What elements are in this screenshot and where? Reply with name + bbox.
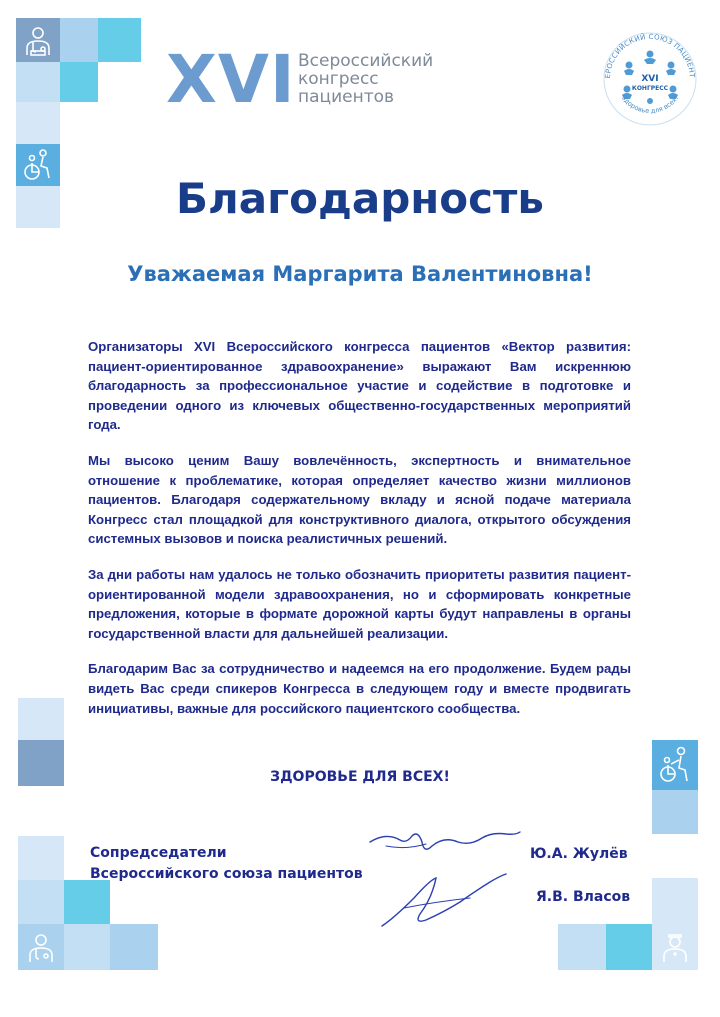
doctor-icon [16,18,60,62]
congress-name-line: Всероссийский [298,51,434,71]
slogan: ЗДОРОВЬЕ ДЛЯ ВСЕХ! [270,769,450,785]
signatory-title-line: Всероссийского союза пациентов [90,866,363,882]
congress-name-line: конгресс [298,69,379,89]
seal-bottom-text: Здоровье для всех! [619,94,681,116]
nurse-icon [652,924,698,970]
body-paragraph: Мы высоко ценим Вашу вовлечённость, экспертность и внимательное отношение к проблематике, которая определяет качество жизни миллионов пациентов. Благодаря содержательному вкладу и ясной подаче материала Конгресс стал площадкой для конструктивного диалога, открытого обсуждения системных вызовов и поиска реалистичных решений. [88,452,631,547]
doctor-icon-bottom [18,924,64,970]
signer-name: Ю.А. Жулёв [530,846,628,862]
document-title: Благодарность [176,174,544,223]
congress-seal-emblem [600,27,700,127]
handwritten-signature-2 [374,868,514,934]
seal-label: КОНГРЕСС [631,85,669,92]
signatory-title [90,843,363,885]
seal-ring-text: ЕРОССИЙСКИЙ СОЮЗ ПАЦИЕНТ [603,32,697,79]
body-paragraph: Организаторы XVI Всероссийского конгресса пациентов «Вектор развития: пациент-ориентированное здравоохранение» выражают Вам искреннюю благодарность за профессиональное участие и содействие в подготовке и проведении одного из ключевых общественно-государственных мероприятий года. [88,339,631,433]
signer-name: Я.В. Власов [536,889,631,905]
seal-numeral: XVI [641,74,659,84]
body-paragraph: Благодарим Вас за сотрудничество и надеемся на его продолжение. Будем рады видеть Вас среди спикеров Конгресса в следующем году и вместе продвигать инициативы, важные для российского пациентского сообщества. [88,661,631,716]
handwritten-signature-1 [366,824,526,864]
letter-body [88,337,631,734]
salutation: Уважаемая Маргарита Валентиновна! [127,262,593,286]
signatory-title-line: Сопредседатели [90,845,227,861]
congress-name-line: пациентов [298,87,395,107]
congress-name [298,52,433,106]
body-paragraph: За дни работы нам удалось не только обозначить приоритеты развития пациент-ориентированной модели здравоохранения, но и сформировать конкретные предложения, которые в формате дорожной карты будут направлены в органы государственной власти для дальнейшей реализации. [88,566,631,641]
congress-numeral: XVI [166,41,296,118]
